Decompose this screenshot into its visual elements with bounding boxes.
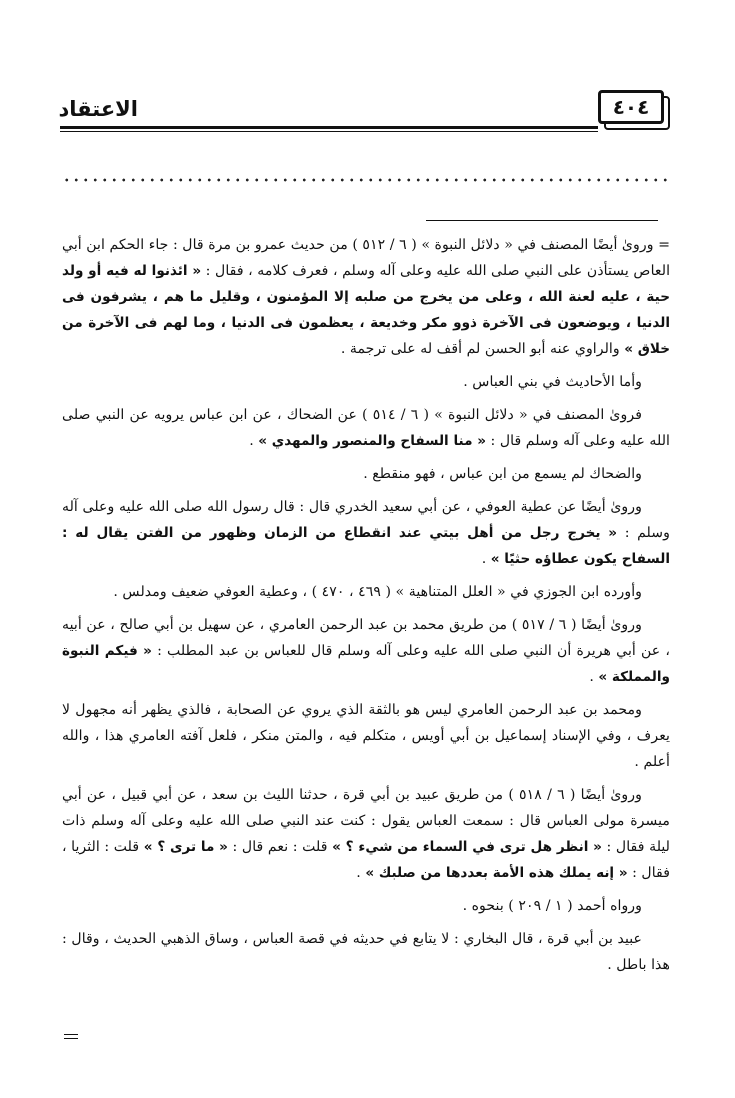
paragraph-text: وأما الأحادیث في بني العباس . <box>463 374 642 390</box>
paragraph <box>62 612 670 690</box>
hadith-quote: « یخرج رجل من أهل بیتي عند انقطاع من الزمان وظهور من الفتن یقال له : السفاح یکون عطاؤه حثیًا » <box>62 525 670 567</box>
paragraph-text: . <box>589 669 599 685</box>
paragraph <box>62 893 670 919</box>
paragraph <box>62 369 670 395</box>
paragraph-text: قلت : الثریا ، فقال : <box>62 839 670 881</box>
continuation-mark <box>64 1034 78 1039</box>
paragraph <box>62 232 670 362</box>
paragraph-text: ورویٰ أیضًا عن عطیة العوفي ، عن أبي سعید الخدري قال : قال رسول الله صلى الله علیه وعلى آله وسلم : <box>62 499 670 541</box>
header-rule-thin <box>60 131 598 132</box>
paragraph <box>62 697 670 775</box>
paragraph-text: فرویٰ المصنف في « دلائل النبوة » ( ٦ / ٥١٤ ) عن الضحاك ، عن ابن عباس یرویه عن النبي صلى الله علیه وعلى آله وسلم قال : <box>62 407 670 449</box>
footnote-text <box>62 232 670 985</box>
paragraph <box>62 494 670 572</box>
dotted-separator <box>62 176 670 184</box>
footnote-rule <box>426 220 658 221</box>
hadith-quote: « منا السفاح والمنصور والمهدي » <box>258 433 487 449</box>
paragraph-text: ومحمد بن عبد الرحمن العامري لیس هو بالثقة الذي یروي عن الصحابة ، فالذي یظهر أنه مجهول لا یعرف ، وفي الإسناد إسماعیل بن أبي أویس ، متکلم فیه ، والمتن منکر ، فلعل آفته العامري هذا ، والله أعلم . <box>62 702 670 770</box>
header-rule <box>60 126 598 129</box>
paragraph-text: والضحاك لم یسمع من ابن عباس ، فهو منقطع . <box>363 466 642 482</box>
hadith-quote: « إنه یملك هذه الأمة بعددها من صلبك » <box>365 865 628 881</box>
paragraph <box>62 782 670 886</box>
paragraph-text: ورویٰ أیضًا ( ٦ / ٥١٧ ) من طریق محمد بن عبد الرحمن العامري ، عن سهیل بن أبي صالح ، عن أبیه ، عن أبي هریرة أن النبي صلى الله علیه وعلى آله وسلم قال للعباس بن عبد المطلب : <box>62 617 670 659</box>
paragraph-text: ورویٰ أیضًا ( ٦ / ٥١٨ ) من طریق عبید بن أبي قرة ، حدثنا اللیث بن سعد ، عن أبي قبیل ، عن أبي میسرة مولى العباس قال : سمعت العباس یقول : کنت عند النبي صلى الله علیه وعلى آله وسلم ذات لیلة فقال : <box>62 787 670 855</box>
running-title: الاعتقاد <box>58 97 138 121</box>
paragraph <box>62 926 670 978</box>
paragraph-text: = ورویٰ أیضًا المصنف في « دلائل النبوة » ( ٦ / ٥١٢ ) من حدیث عمرو بن مرة قال : جاء الحکم ابن أبي العاص یستأذن على النبي صلى الله علیه وعلى آله وسلم ، فعرف کلامه ، فقال : <box>62 237 671 279</box>
paragraph-text: وأورده ابن الجوزي في « العلل المتناهیة » ( ٤٦٩ ، ٤٧٠ ) ، وعطیة العوفي ضعیف ومدلس . <box>113 584 642 600</box>
paragraph-text: ورواه أحمد ( ١ / ٢٠٩ ) بنحوه . <box>462 898 642 914</box>
hadith-quote: « ما تری ؟ » <box>143 839 228 855</box>
paragraph-text: والراوي عنه أبو الحسن لم أقف له على ترجمة . <box>340 341 625 357</box>
paragraph-text: عبید بن أبي قرة ، قال البخاري : لا یتابع في حدیثه في قصة العباس ، وساق الذهبي الحدیث ، وقال : هذا باطل . <box>62 931 670 973</box>
paragraph <box>62 579 670 605</box>
page-number: ٤٠٤ <box>598 90 664 124</box>
hadith-quote: « انظر هل تری في السماء من شيء ؟ » <box>332 839 602 855</box>
paragraph-text: . <box>481 551 491 567</box>
paragraph <box>62 461 670 487</box>
paragraph-text: . <box>249 433 259 449</box>
paragraph-text: قلت : نعم قال : <box>227 839 333 855</box>
paragraph-text: . <box>356 865 366 881</box>
hadith-quote: « فیکم النبوة والمملکة » <box>62 643 670 685</box>
paragraph <box>62 402 670 454</box>
hadith-quote: « ائذنوا له فیه أو ولد حیة ، علیه لعنة الله ، وعلى من یخرج من صلبه إلا المؤمنون ، وقلیل ما هم ، یشرفون فی الدنیا ، ویوضعون فی الآخرة ذوو مکر وخدیعة ، یعظمون فی الدنیا ، وما لهم فی الآخرة من خلاق » <box>62 263 670 357</box>
